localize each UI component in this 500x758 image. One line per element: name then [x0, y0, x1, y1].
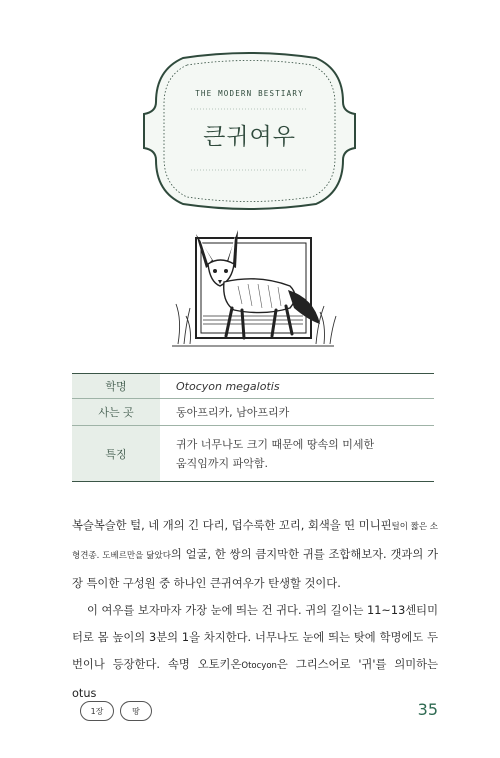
table-row: [72, 426, 434, 481]
paragraph: 이 여우를 보자마자 가장 눈에 띄는 건 귀다. 귀의 길이는 11~13센티미터로 몸 높이의 3분의 1을 차지한다. 너무나도 눈에 띄는 탓에 학명에도 두 번이나 등장한다. 속명 오토키온Otocyon은 그리스어로 '귀'를 의미하는 otus: [72, 604, 438, 700]
section-badge: 땅: [120, 701, 152, 721]
row-value-line: 귀가 너무나도 크기 때문에 땅속의 미세한: [176, 437, 375, 451]
page-title: 큰귀여우: [203, 124, 296, 150]
info-table: [72, 373, 434, 482]
fox-illustration: [168, 224, 338, 356]
page-number: 35: [417, 700, 438, 719]
table-row: [72, 374, 434, 399]
row-value-line: 움직임까지 파악함.: [176, 456, 269, 470]
row-value: 동아프리카, 남아프리카: [176, 406, 290, 419]
fennec-fox-engraving-icon: [168, 224, 338, 356]
body-text: [72, 512, 438, 707]
row-value: Otocyon megalotis: [176, 379, 280, 393]
row-label: 특징: [72, 426, 160, 481]
footnote-inline: Otocyon: [241, 661, 277, 671]
row-label: 사는 곳: [72, 399, 160, 425]
row-value: [160, 426, 434, 481]
row-label: 학명: [72, 374, 160, 398]
paragraph: 복슬복슬한 털, 네 개의 긴 다리, 덥수룩한 꼬리, 회색을 띤 미니핀털이 짧은 소형견종. 도베르만을 닮았다의 얼굴, 한 쌍의 큼지막한 귀를 조합해보자. 갯과의 가장 특이한 구성원 중 하나인 큰귀여우가 탄생할 것이다.: [72, 519, 438, 590]
series-name: THE MODERN BESTIARY: [195, 89, 304, 98]
footnote-inline: 털이 짧은 소형견종. 도베르만을 닮았다: [72, 522, 438, 561]
table-row: [72, 399, 434, 426]
chapter-badge: 1장: [80, 701, 114, 721]
title-frame: [143, 52, 356, 210]
